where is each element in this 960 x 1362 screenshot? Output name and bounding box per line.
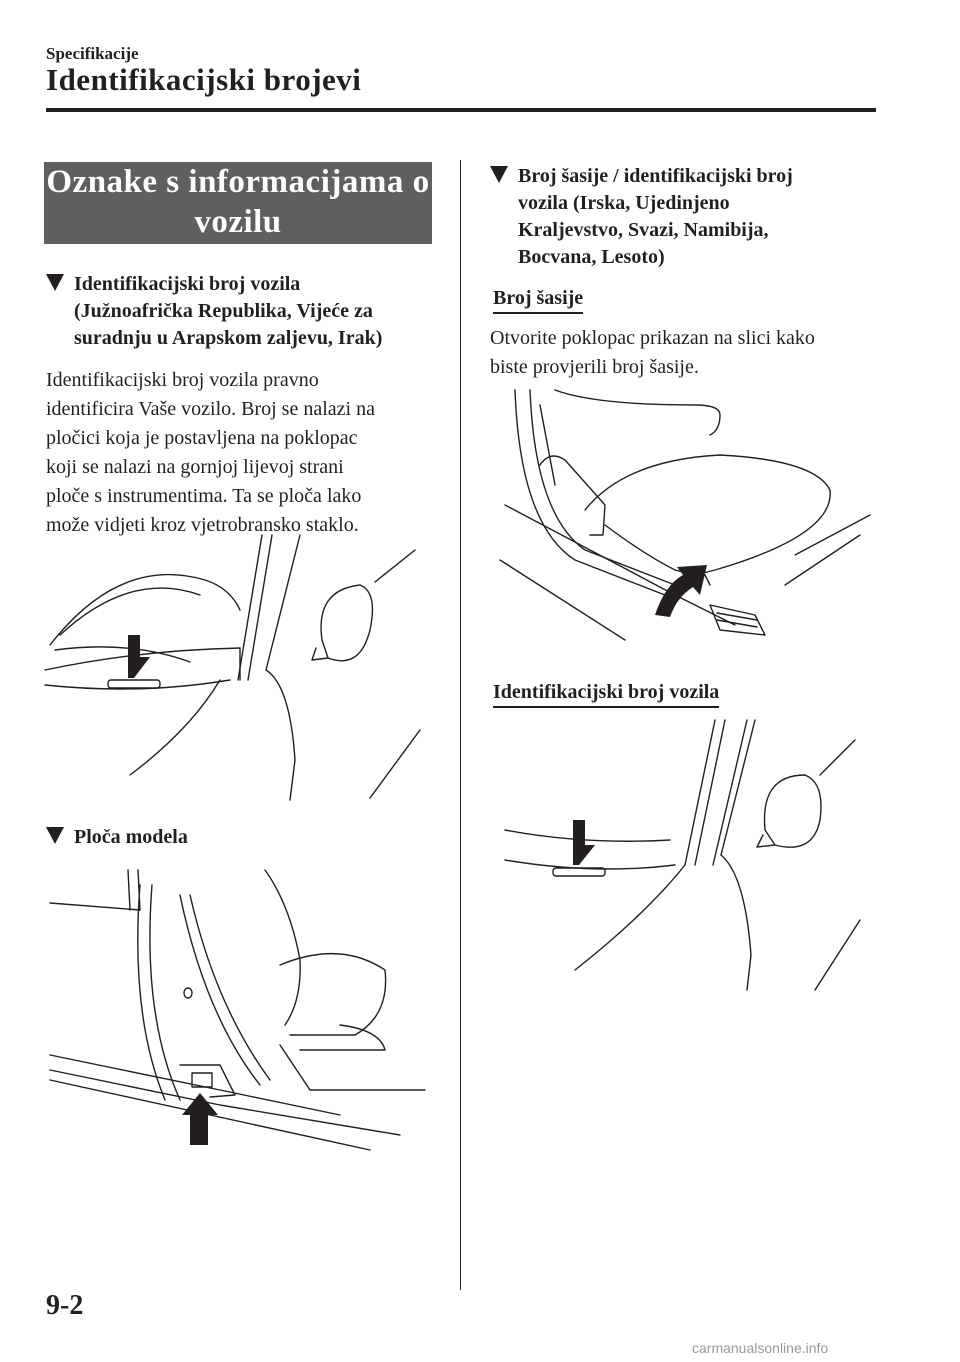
vin-paragraph <box>46 366 375 540</box>
column-divider <box>460 160 461 1290</box>
heading-line: Identifikacijski broj vozila <box>74 273 301 295</box>
heading-line: (Južnoafrička Republika, Vijeće za <box>74 300 373 322</box>
paragraph-line: ploče s instrumentima. Ta se ploča lako <box>46 485 362 507</box>
paragraph-line: identificira Vaše vozilo. Broj se nalazi na <box>46 398 375 420</box>
chassis-paragraph <box>490 324 815 382</box>
subheading-text: Broj šasije <box>493 287 583 314</box>
dashboard-vin-illustration-2 <box>495 715 875 995</box>
header-rule <box>46 108 876 112</box>
heading-chassis-number <box>518 163 793 271</box>
subheading-text: Identifikacijski broj vozila <box>493 681 719 708</box>
triangle-bullet-icon <box>490 166 508 183</box>
paragraph-line: koji se nalazi na gornjoj lijevoj strani <box>46 456 344 478</box>
banner-line-1: Oznake s informacijama o <box>46 164 430 200</box>
model-plate-illustration <box>40 865 440 1165</box>
subheading-chassis <box>493 287 583 310</box>
triangle-bullet-icon <box>46 274 64 291</box>
section-banner <box>44 162 432 244</box>
banner-line-2: vozilu <box>194 204 282 240</box>
heading-line: Kraljevstvo, Svazi, Namibija, <box>518 219 769 241</box>
page-number: 9-2 <box>46 1290 84 1321</box>
paragraph-line: Otvorite poklopac prikazan na slici kako <box>490 327 815 349</box>
paragraph-line: može vidjeti kroz vjetrobransko staklo. <box>46 514 359 536</box>
heading-line: Ploča modela <box>74 826 188 848</box>
paragraph-line: pločici koja je postavljena na poklopac <box>46 427 358 449</box>
heading-vin-southafrica <box>74 271 382 352</box>
paragraph-line: Identifikacijski broj vozila pravno <box>46 369 319 391</box>
dashboard-vin-illustration <box>40 530 440 810</box>
page-title: Identifikacijski brojevi <box>46 62 362 97</box>
paragraph-line: biste provjerili broj šasije. <box>490 356 699 378</box>
heading-line: Bocvana, Lesoto) <box>518 246 665 268</box>
heading-line: suradnju u Arapskom zaljevu, Irak) <box>74 327 383 349</box>
heading-line: vozila (Irska, Ujedinjeno <box>518 192 730 214</box>
triangle-bullet-icon <box>46 827 64 844</box>
heading-model-plate <box>74 824 188 851</box>
chassis-seat-illustration <box>495 385 875 665</box>
footer-watermark: carmanualsonline.info <box>692 1340 829 1356</box>
section-label: Specifikacije <box>46 44 139 63</box>
subheading-vin <box>493 681 719 704</box>
heading-line: Broj šasije / identifikacijski broj <box>518 165 793 187</box>
